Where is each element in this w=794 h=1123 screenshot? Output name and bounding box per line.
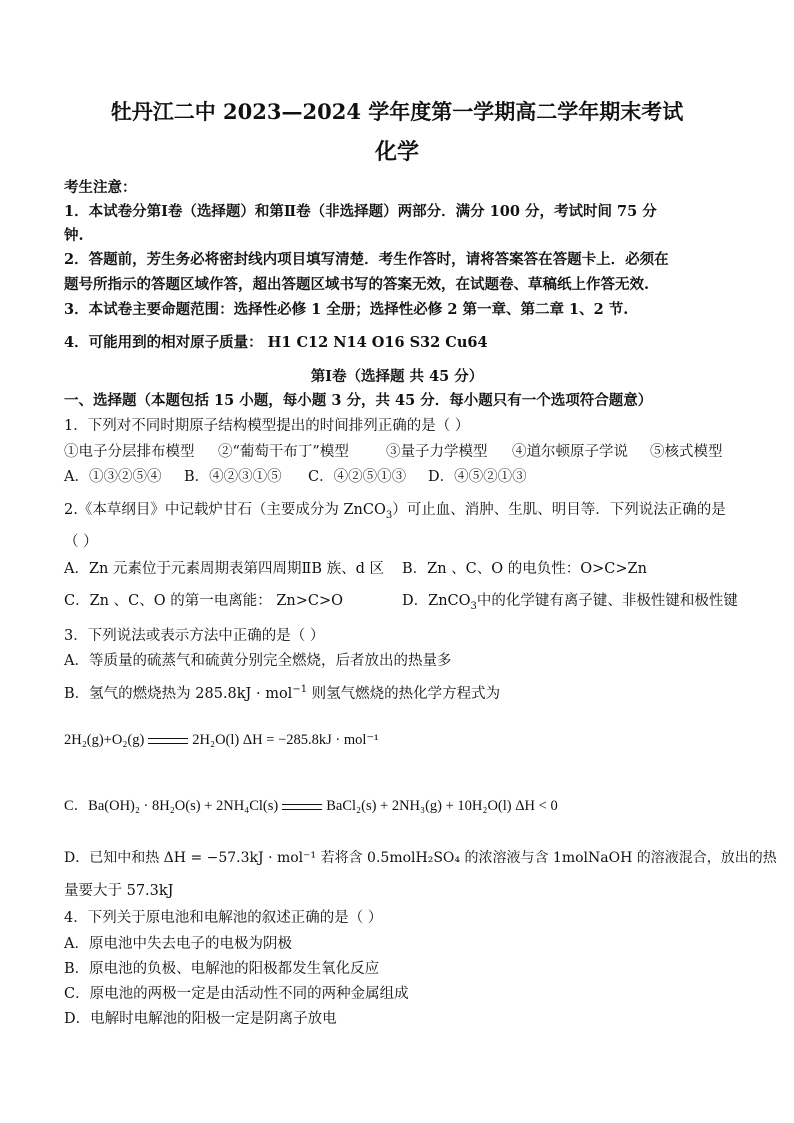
q2-paren: （ ） — [64, 534, 98, 550]
q4-option-d: D．电解时电解池的阳极一定是阴离子放电 — [64, 1011, 337, 1027]
q3-option-b — [64, 682, 500, 703]
q3-option-b-a: B．氢气的燃烧热为 285.8kJ · mol — [64, 686, 293, 702]
exam-title: 牡丹江二中 2023—2024 学年度第一学期高二学年期末考试 — [110, 99, 684, 124]
q2-stem — [64, 498, 726, 521]
q4-option-b: B．原电池的负极、电解池的阳极都发生氧化反应 — [64, 961, 380, 977]
q3-c-eq-left: Ba(OH)₂ · 8H₂O(s) + 2NH₄Cl(s) — [88, 798, 279, 814]
q2-stem-b: ）可止血、消肿、生肌、明目等．下列说法正确的是 — [392, 502, 726, 518]
subject-title: 化学 — [374, 139, 419, 165]
q1-option-d: D．④⑤②①③ — [428, 469, 527, 485]
q4-option-c: C．原电池的两极一定是由活动性不同的两种金属组成 — [64, 986, 409, 1002]
q1-model-5: ⑤核式模型 — [650, 444, 723, 460]
q3-option-a: A．等质量的硫蒸气和硫黄分别完全燃烧，后者放出的热量多 — [64, 653, 452, 669]
q1-model-4: ④道尔顿原子学说 — [512, 444, 628, 460]
q1-model-2: ②“葡萄干布丁”模型 — [218, 444, 349, 460]
q3-b-eq-right: 2H₂O(l) ΔH = −285.8kJ · mol⁻¹ — [192, 732, 379, 748]
notice-item-1b: 钟. — [64, 227, 84, 244]
q2-option-d — [402, 589, 738, 612]
notice-item-2a: 2．答题前，芳生务必将密封线内项目填写清楚．考生作答时，请将答案答在答题卡上．必须在 — [64, 251, 669, 268]
q2-option-b: B．Zn 、C、O 的电负性：O>C>Zn — [402, 561, 647, 577]
notice-heading: 考生注意： — [64, 179, 137, 196]
q2-stem-sub: 3 — [385, 509, 393, 521]
q3-c-eq-right: BaCl₂(s) + 2NH₃(g) + 10H₂O(l) ΔH < 0 — [326, 798, 558, 814]
q2-option-d-a: D．ZnCO — [402, 593, 471, 609]
q2-stem-a: 2.《本草纲目》中记载炉甘石（主要成分为 ZnCO — [64, 502, 386, 518]
notice-item-4: 4．可能用到的相对原子质量： H1 C12 N14 O16 S32 Cu64 — [64, 334, 488, 351]
q3-option-d-b: 量要大于 57.3kJ — [64, 883, 174, 899]
q2-option-d-b: 中的化学键有离子键、非极性键和极性键 — [476, 593, 738, 609]
section-title: 第Ⅰ卷（选择题 共 45 分） — [310, 368, 484, 385]
q3-option-b-sup: −1 — [292, 684, 308, 696]
q3-option-d-a: D．已知中和热 ΔH = −57.3kJ · mol⁻¹ 若将含 0.5molH₂SO₄ 的浓溶液与含 1molNaOH 的溶液混合，放出的热 — [64, 850, 777, 866]
q4-stem: 4．下列关于原电池和电解池的叙述正确的是（ ） — [64, 910, 383, 926]
q3-option-b-equation — [64, 732, 378, 749]
section-instruction: 一、选择题（本题包括 15 小题，每小题 3 分，共 45 分．每小题只有一个选项符合题意） — [64, 392, 653, 409]
q3-c-label: C． — [64, 798, 89, 814]
q3-option-b-b: 则氢气燃烧的热化学方程式为 — [307, 686, 501, 702]
notice-item-1a: 1．本试卷分第Ⅰ卷（选择题）和第Ⅱ卷（非选择题）两部分．满分 100 分，考试时间 75 分 — [64, 203, 657, 220]
q1-model-1: ①电子分层排布模型 — [64, 444, 195, 460]
q4-option-a: A．原电池中失去电子的电极为阴极 — [64, 936, 292, 952]
q2-option-d-sub: 3 — [470, 600, 477, 612]
q2-option-a: A．Zn 元素位于元素周期表第四周期ⅡB 族、d 区 — [64, 561, 385, 577]
q2-option-c: C．Zn 、C、O 的第一电离能： Zn>C>O — [64, 593, 344, 609]
notice-item-2b: 题号所指示的答题区域作答，超出答题区域书写的答案无效，在试题卷、草稿纸上作答无效. — [64, 276, 650, 293]
q3-b-eq-left: 2H₂(g)+O₂(g) — [64, 732, 145, 748]
q1-option-b: B．④②③①⑤ — [184, 469, 282, 485]
equals-sign-icon — [282, 804, 322, 810]
q3-stem: 3．下列说法或表示方法中正确的是（ ） — [64, 628, 325, 644]
q1-stem: 1．下列对不同时期原子结构模型提出的时间排列正确的是（ ） — [64, 418, 470, 434]
q1-option-c: C．④②⑤①③ — [308, 469, 407, 485]
equals-sign-icon — [148, 738, 188, 744]
q3-option-c — [64, 794, 558, 815]
q1-model-3: ③量子力学模型 — [386, 444, 488, 460]
q1-option-a: A．①③②⑤④ — [64, 469, 162, 485]
notice-item-3: 3．本试卷主要命题范围：选择性必修 1 全册；选择性必修 2 第一章、第二章 1、2 节. — [64, 301, 629, 318]
